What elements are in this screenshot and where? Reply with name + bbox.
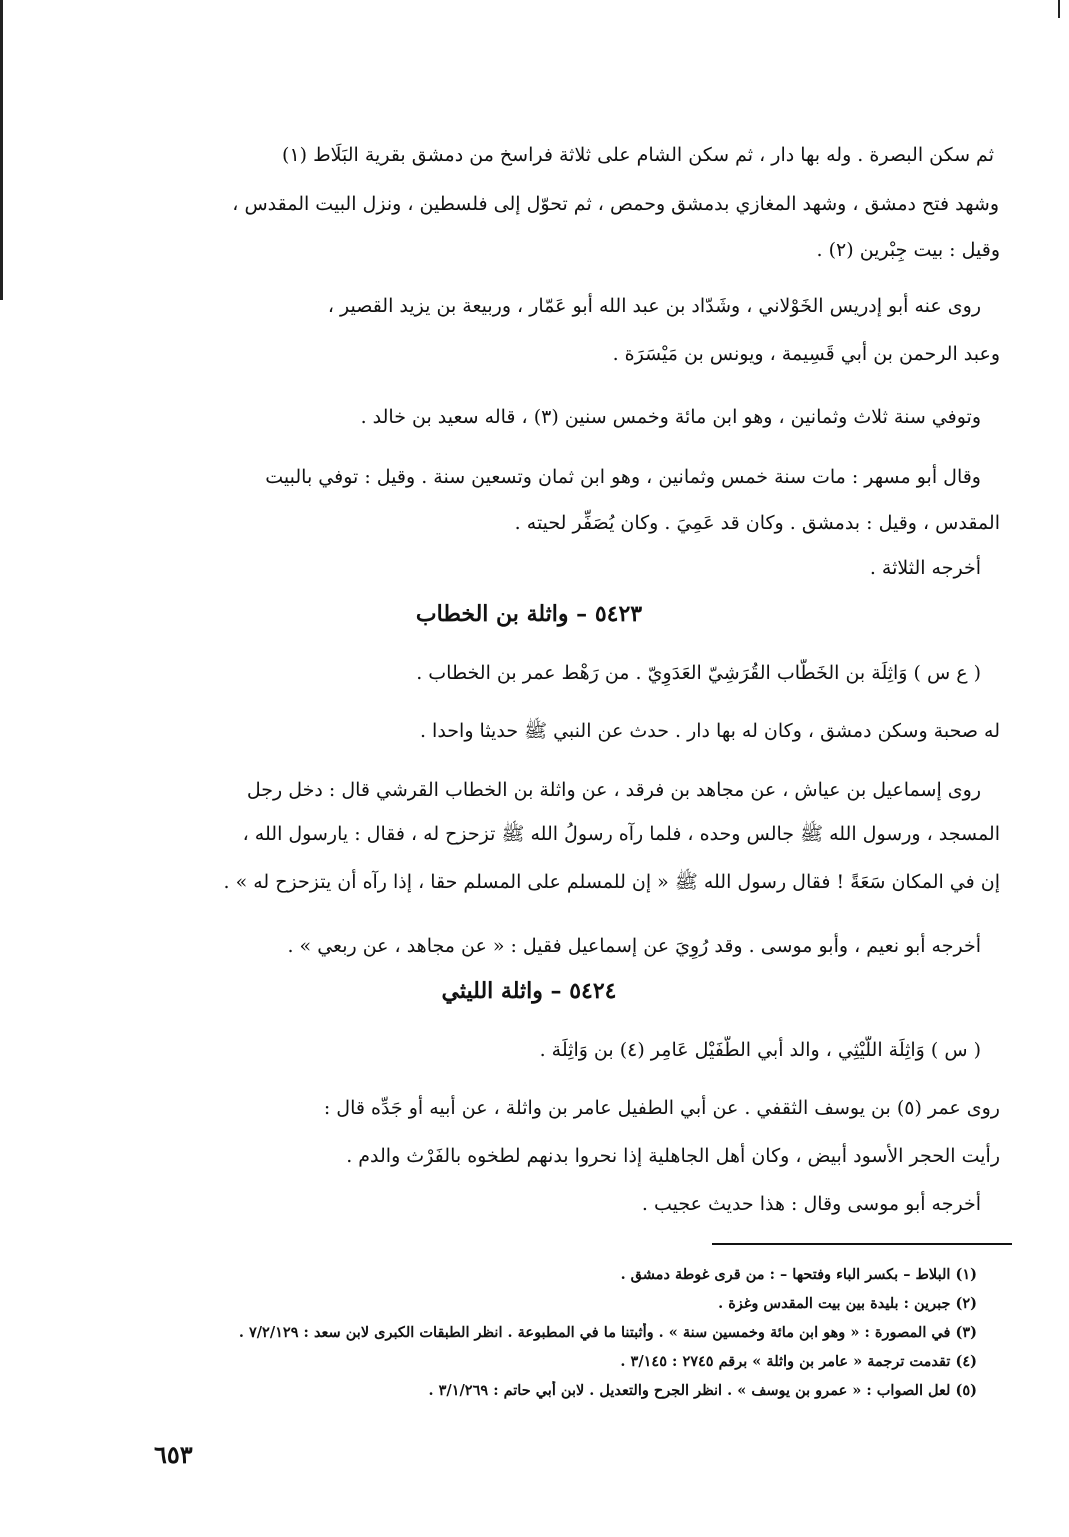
body-line: أخرجه الثلاثة . xyxy=(869,557,981,579)
body-line: وقال أبو مسهر : مات سنة خمس وثمانين ، وهو ابن ثمان وتسعين سنة . وقيل : توفي بالبيت xyxy=(265,466,981,488)
body-line: المقدس ، وقيل : بدمشق . وكان قد عَمِيَ . وكان يُصَفِّر لحيته . xyxy=(514,512,1000,534)
body-line: ( ع س ) وَاثِلَة بن الخَطَّاب القُرَشِيّ العَدَوِيّ . من رَهْط عمر بن الخطاب . xyxy=(416,662,981,684)
body-line: أخرجه أبو موسى وقال : هذا حديث عجيب . xyxy=(641,1193,981,1215)
footnote: (٣) في المصورة : « وهو ابن مائة وخمسين سنة » . وأثبتنا ما في المطبوعة . انظر الطبقات الكبرى لابن سعد : ٧/٢/١٢٩ . xyxy=(238,1324,977,1341)
body-line: ثم سكن البصرة . وله بها دار ، ثم سكن الشام على ثلاثة فراسخ من دمشق بقرية البَلَاط (١) xyxy=(282,144,994,166)
footnote-rule xyxy=(712,1243,1012,1245)
body-line: روى عنه أبو إدريس الخَوْلاني ، وشَدّاد بن عبد الله أبو عَمّار ، وربيعة بن يزيد القصير ، xyxy=(327,295,981,317)
body-line: له صحبة وسكن دمشق ، وكان له بها دار . حدث عن النبي ﷺ حديثا واحدا . xyxy=(419,720,1000,742)
body-line: وشهد فتح دمشق ، وشهد المغازي بدمشق وحمص ، ثم تحوّل إلى فلسطين ، ونزل البيت المقدس ، xyxy=(232,193,999,215)
scan-border-right xyxy=(1058,0,1060,18)
footnote: (٥) لعل الصواب : « عمرو بن يوسف » . انظر الجرح والتعديل . لابن أبي حاتم : ٣/١/٢٦٩ . xyxy=(428,1382,977,1399)
footnote: (٤) تقدمت ترجمة « عامر بن واثلة » برقم ٢٧٤٥ : ٣/١٤٥ . xyxy=(620,1353,977,1370)
page-number: ٦٥٣ xyxy=(154,1440,193,1469)
body-line: وتوفي سنة ثلاث وثمانين ، وهو ابن مائة وخمس سنين (٣) ، قاله سعيد بن خالد . xyxy=(360,406,981,428)
body-line: روى إسماعيل بن عياش ، عن مجاهد بن فرقد ، عن واثلة بن الخطاب القرشي قال : دخل رجل xyxy=(246,779,981,801)
body-line: إن في المكان سَعَةً ! فقال رسول الله ﷺ « إن للمسلم على المسلم حقا ، إذا رآه أن يتزحزح له » . xyxy=(223,871,1000,893)
body-line: وعبد الرحمن بن أبي قَسِيمة ، ويونس بن مَيْسَرَة . xyxy=(612,343,1000,365)
entry-title: ٥٤٢٤ – واثلة الليثي xyxy=(441,978,617,1004)
footnote: (١) البلاط – بكسر الباء وفتحها – : من قرى غوطة دمشق . xyxy=(620,1266,977,1283)
body-line: المسجد ، ورسول الله ﷺ جالس وحده ، فلما رآه رسولُ الله ﷺ تزحزح له ، فقال : يارسول الله ، xyxy=(242,823,1000,845)
body-line: أخرجه أبو نعيم ، وأبو موسى . وقد رُوِيَ عن إسماعيل فقيل : « عن مجاهد ، عن ربعي » . xyxy=(287,935,981,957)
entry-title: ٥٤٢٣ – واثلة بن الخطاب xyxy=(415,601,643,627)
footnote: (٢) جبرين : بليدة بين بيت المقدس وغزة . xyxy=(718,1295,977,1312)
body-line: رأيت الحجر الأسود أبيض ، وكان أهل الجاهلية إذا نحروا بدنهم لطخوه بالفَرْث والدم . xyxy=(346,1145,1000,1167)
body-line: روى عمر (٥) بن يوسف الثقفي . عن أبي الطفيل عامر بن واثلة ، عن أبيه أو جَدِّه قال : xyxy=(323,1097,1000,1119)
body-line: ( س ) وَاثِلَة اللَّيْثِي ، والد أبي الطُّفَيْل عَامِر (٤) بن وَاثِلَة . xyxy=(539,1039,981,1061)
scan-border-left xyxy=(0,0,3,300)
body-line: وقيل : بيت جِبْرين (٢) . xyxy=(816,239,1000,261)
